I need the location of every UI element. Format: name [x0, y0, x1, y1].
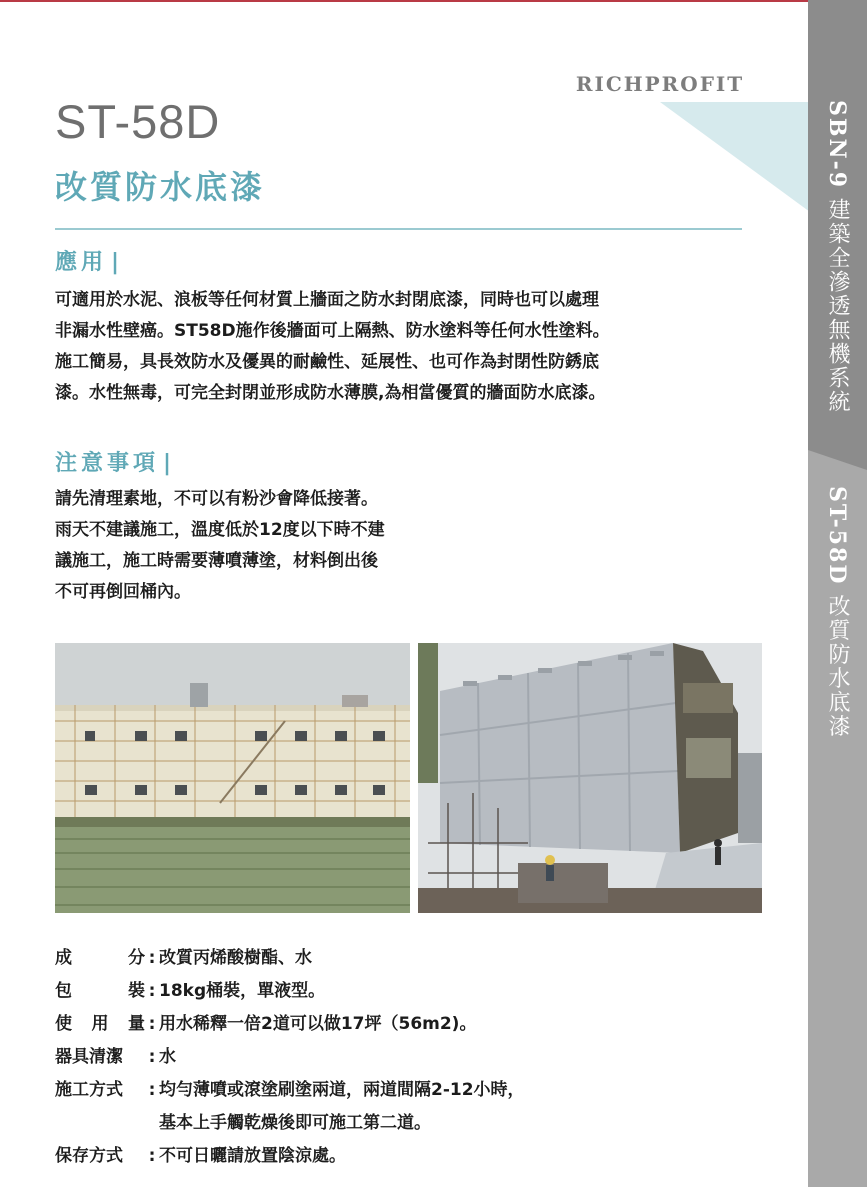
- spec-label: 使 用 量: [55, 1014, 145, 1034]
- photo-gray-wall: [418, 643, 762, 913]
- application-line: 施工簡易，具長效防水及優異的耐鹼性、延展性、也可作為封閉性防銹底: [55, 352, 599, 372]
- product-name: 改質防水底漆: [55, 168, 266, 206]
- spec-row-cleaning: 器具清潔 : 水: [55, 1041, 525, 1074]
- notes-heading-text: 注意事項: [55, 451, 160, 476]
- application-line: 非漏水性壁癌。ST58D施作後牆面可上隔熱、防水塗料等任何水性塗料。: [55, 321, 610, 341]
- notes-line: 請先清理素地，不可以有粉沙會降低接著。: [55, 489, 378, 509]
- brand-name: RICHPROFIT: [575, 72, 745, 96]
- notes-text: [55, 484, 385, 608]
- spec-row-packaging: 包 裝 : 18kg桶裝，單液型。: [55, 975, 525, 1008]
- notes-line: 雨天不建議施工，溫度低於12度以下時不建: [55, 520, 385, 540]
- side-series-code: SBN-9: [824, 100, 850, 190]
- spec-value: 改質丙烯酸樹酯、水: [159, 948, 312, 968]
- spec-label: 器具清潔: [55, 1047, 123, 1067]
- header-divider: [55, 228, 742, 230]
- spec-label: 施工方式: [55, 1080, 123, 1100]
- spec-row-usage: 使 用 量 : 用水稀釋一倍2道可以做17坪（56m2)。: [55, 1008, 525, 1041]
- spec-value: 基本上手觸乾燥後即可施工第二道。: [159, 1113, 431, 1133]
- notes-line: 議施工，施工時需要薄噴薄塗，材料倒出後: [55, 551, 378, 571]
- spec-row-storage: 保存方式 : 不可日曬請放置陰涼處。: [55, 1140, 525, 1173]
- spec-value: 用水稀釋一倍2道可以做17坪（56m2)。: [159, 1014, 477, 1034]
- spec-value: 不可日曬請放置陰涼處。: [159, 1146, 346, 1166]
- side-series-name: 建築全滲透無機系統: [825, 198, 850, 415]
- notes-line: 不可再倒回桶內。: [55, 582, 191, 602]
- spec-value: 均勻薄噴或滾塗刷塗兩道，兩道間隔2-12小時，: [159, 1080, 525, 1100]
- application-heading: 應用 |: [55, 250, 124, 275]
- application-text: [55, 285, 610, 409]
- side-series-label: [822, 100, 853, 414]
- side-product-code: ST-58D: [824, 486, 850, 586]
- side-product-label: [822, 486, 853, 738]
- top-accent-line: [0, 0, 808, 2]
- application-line: 可適用於水泥、浪板等任何材質上牆面之防水封閉底漆，同時也可以處理: [55, 290, 599, 310]
- notes-heading: 注意事項 |: [55, 451, 176, 476]
- application-heading-text: 應用: [55, 250, 108, 275]
- spec-row-method: 施工方式 : 均勻薄噴或滾塗刷塗兩道，兩道間隔2-12小時， 基本上手觸乾燥後即可施工第二道。: [55, 1074, 525, 1140]
- spec-label: 成 分: [55, 948, 145, 968]
- spec-value: 18kg桶裝，單液型。: [159, 981, 326, 1001]
- spec-row-ingredients: 成 分 : 改質丙烯酸樹酯、水: [55, 942, 525, 975]
- model-number: ST-58D: [55, 95, 221, 148]
- side-product-name: 改質防水底漆: [825, 594, 850, 739]
- photo-building-field: [55, 643, 410, 913]
- spec-label: 保存方式: [55, 1146, 123, 1166]
- side-panel: [808, 0, 867, 1187]
- decorative-triangle: [660, 102, 810, 212]
- application-line: 漆。水性無毒，可完全封閉並形成防水薄膜,為相當優質的牆面防水底漆。: [55, 383, 606, 403]
- spec-value: 水: [159, 1047, 176, 1067]
- spec-list: [55, 942, 525, 1173]
- spec-label: 包 裝: [55, 981, 145, 1001]
